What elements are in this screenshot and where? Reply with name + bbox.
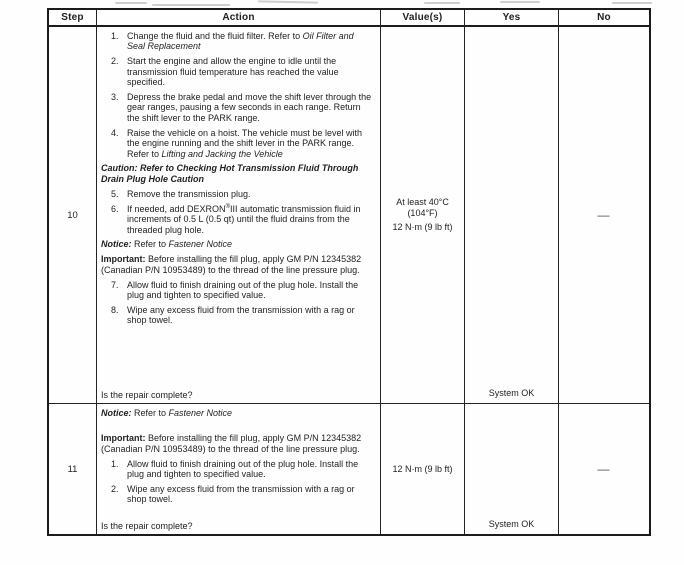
scan-artifact [115,2,147,4]
item-number: 3. [111,92,119,103]
text-segment: Wipe any excess fluid from the transmission with a rag or shop towel. [127,304,355,326]
scan-artifact [424,2,460,4]
diagnostic-steps-table [47,8,651,536]
item-text [127,484,376,505]
action-note [101,239,376,249]
no-result-dash: — [597,462,611,476]
text-segment: Allow fluid to finish draining out of the plug hole. Install the plug and tighten to specified value. [127,279,359,301]
text-segment: Lifting and Jacking the Vehicle [161,148,283,159]
text-segment: Wipe any excess fluid from the transmission with a rag or shop towel. [127,484,355,505]
no-cell [559,404,649,534]
yes-cell [465,27,559,404]
item-text [127,189,376,199]
yes-result: System OK [488,519,535,529]
column-header-yes: Yes [465,10,559,27]
column-header-step: Step [49,10,97,27]
action-numbered-item [111,305,376,326]
item-number: 1. [111,31,119,41]
value-line: 12 N·m (9 lb ft) [392,463,453,474]
no-result-dash: — [597,208,611,222]
item-text [127,280,376,301]
item-number: 2. [111,484,119,495]
text-segment: Fastener Notice [168,408,233,418]
action-numbered-item [111,189,376,199]
value-line: 12 N·m (9 lb ft) [392,222,453,232]
action-numbered-item [111,204,376,235]
item-text [127,204,376,235]
yes-cell [465,404,559,534]
scan-artifact [152,4,230,6]
text-segment: Change the fluid and the fluid filter. Refer to [127,31,303,41]
action-numbered-item [111,128,376,159]
action-item-list [101,408,376,509]
step-number: 10 [49,27,97,404]
text-segment: Notice: [101,408,132,418]
repair-question: Is the repair complete? [101,520,193,531]
text-segment: Depress the brake pedal and move the shift lever through the gear ranges, pausing a few seconds in each range. Return the shift lever to the PARK range. [127,92,372,123]
text-segment: III automatic transmission fluid in increments of 0.5 L (0.5 qt) until the fluid drains from the threaded plug hole. [127,203,361,235]
item-number: 4. [111,127,119,138]
text-segment: Before installing the fill plug, apply GM P/N 12345382 (Canadian P/N 10953489) to the thread of the line pressure plug. [101,433,362,454]
item-text [127,31,376,52]
action-cell [97,404,381,534]
item-number: 5. [111,188,119,199]
action-note [101,163,376,184]
text-segment: If needed, add DEXRON [127,203,226,214]
text-segment: Remove the transmission plug. [127,188,251,199]
text-segment: Refer to [131,239,169,250]
values-cell [381,404,465,534]
item-number: 7. [111,279,119,290]
text-segment: Refer to [131,408,169,418]
item-number: 2. [111,56,119,67]
item-text [127,128,376,159]
text-segment: ® [225,203,230,210]
text-segment: Before installing the fill plug, apply GM P/N 12345382 (Canadian P/N 10953489) to the thread of the line pressure plug. [101,254,362,275]
text-segment: Oil Filter and Seal Replacement [127,31,354,52]
item-text [127,92,376,123]
action-note [101,433,376,454]
item-number: 6. [111,203,119,214]
column-header-action: Action [97,10,381,27]
repair-question: Is the repair complete? [101,389,193,400]
text-segment: Important: [101,254,146,265]
item-text [127,459,376,480]
no-cell [559,27,649,404]
action-item-list [101,31,376,330]
text-segment: Start the engine and allow the engine to idle until the transmission fluid temperature has reached the value specified. [127,56,339,88]
item-text [127,56,376,87]
action-numbered-item [111,459,376,480]
scan-artifact [500,1,540,3]
text-segment: Raise the vehicle on a hoist. The vehicle must be level with the engine running and the shift lever in the PARK range. Refer to [127,127,362,159]
text-segment: Caution: Refer to Checking Hot Transmission Fluid Through Drain Plug Hole Caution [101,163,359,184]
column-header-no: No [559,10,649,27]
scan-artifact [612,2,652,4]
action-note [101,408,376,418]
yes-result: System OK [488,388,535,398]
action-numbered-item [111,280,376,301]
item-number: 1. [111,458,119,469]
scan-artifact [258,0,318,3]
item-number: 8. [111,304,119,315]
values-cell [381,27,465,404]
action-numbered-item [111,484,376,505]
action-note [101,254,376,275]
action-numbered-item [111,56,376,87]
text-segment: Important: [101,433,146,444]
action-numbered-item [111,92,376,123]
item-text [127,305,376,326]
text-segment: Fastener Notice [168,239,233,250]
column-header-values: Value(s) [381,10,465,27]
value-line: At least 40°C (104°F) [396,197,449,218]
action-numbered-item [111,31,376,52]
step-number: 11 [49,404,97,534]
action-cell [97,27,381,404]
text-segment: Allow fluid to finish draining out of the plug hole. Install the plug and tighten to specified value. [127,458,359,480]
text-segment: Notice: [101,239,132,250]
